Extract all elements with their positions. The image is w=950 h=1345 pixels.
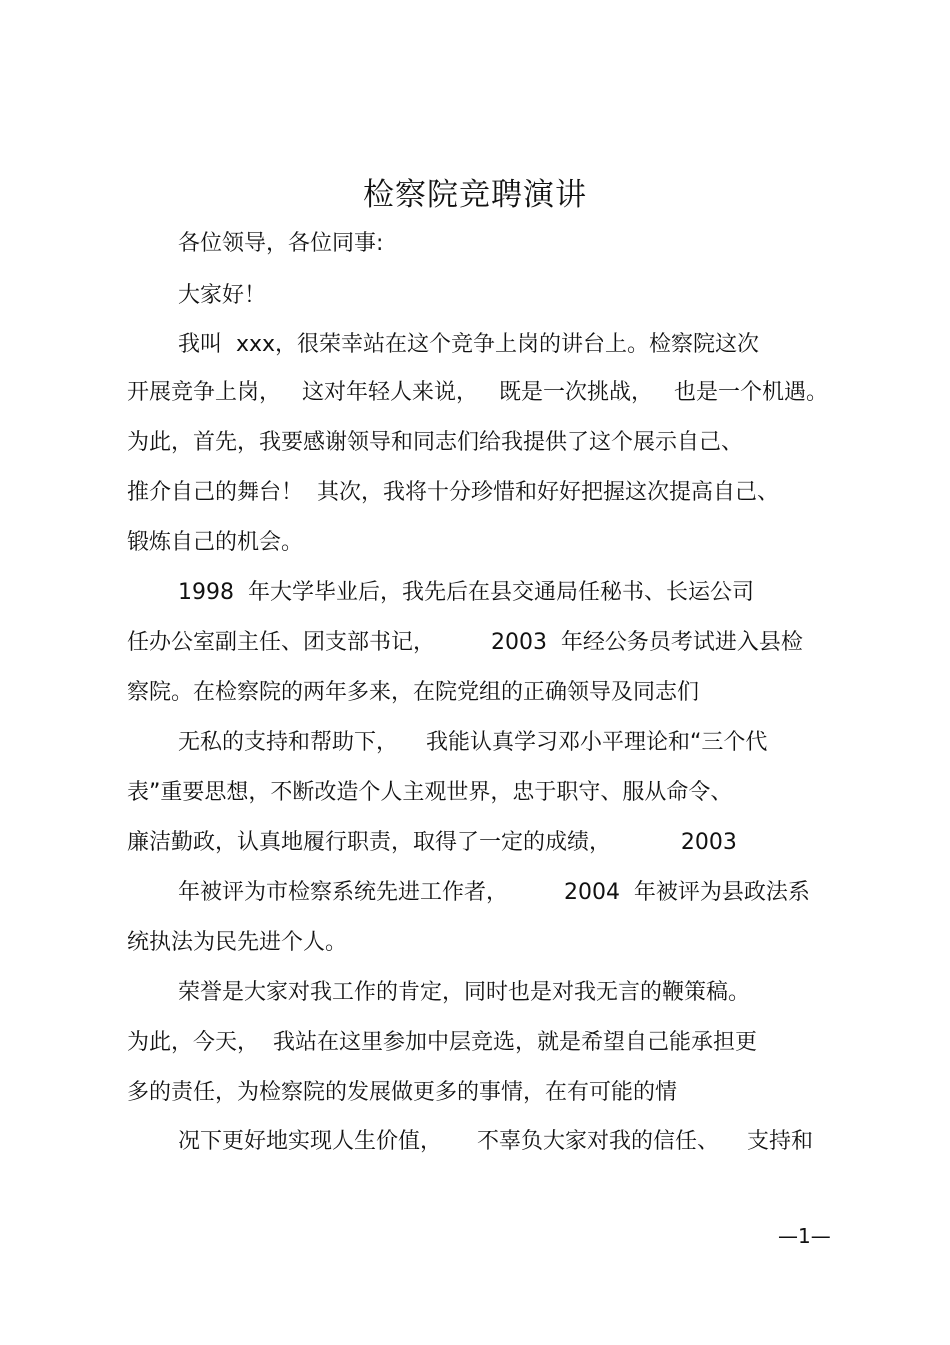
body-line: 1998 年大学毕业后，我先后在县交通局任秘书、长运公司 — [178, 580, 754, 605]
body-line: 统执法为民先进个人。 — [127, 930, 348, 955]
body-line: 为此，今天， 我站在这里参加中层竞选，就是希望自己能承担更 — [127, 1030, 757, 1055]
body-line: 廉洁勤政，认真地履行职责，取得了一定的成绩， 2003 — [127, 830, 737, 855]
body-line: 大家好！ — [178, 283, 267, 308]
body-line: 多的责任，为检察院的发展做更多的事情，在有可能的情 — [127, 1080, 678, 1105]
body-line: 各位领导，各位同事: — [178, 231, 384, 256]
body-line: 况下更好地实现人生价值， 不辜负大家对我的信任、 支持和 — [178, 1129, 813, 1154]
body-line: 察院。在检察院的两年多来，在院党组的正确领导及同志们 — [127, 680, 700, 705]
body-line: 荣誉是大家对我工作的肯定，同时也是对我无言的鞭策稿。 — [178, 980, 751, 1005]
document-title: 检察院竞聘演讲 — [363, 177, 587, 213]
body-line: 推介自己的舞台！ 其次，我将十分珍惜和好好把握这次提高自己、 — [127, 480, 779, 505]
body-line: 我叫 xxx，很荣幸站在这个竞争上岗的讲台上。检察院这次 — [178, 332, 760, 357]
body-line: 开展竞争上岗， 这对年轻人来说， 既是一次挑战， 也是一个机遇。 — [127, 380, 828, 405]
body-line: 为此，首先，我要感谢领导和同志们给我提供了这个展示自己、 — [127, 430, 744, 455]
page-number: —1— — [778, 1224, 831, 1248]
body-line: 任办公室副主任、团支部书记， 2003 年经公务员考试进入县检 — [127, 630, 803, 655]
body-line: 表”重要思想，不断改造个人主观世界，忠于职守、服从命令、 — [127, 780, 733, 805]
body-line: 锻炼自己的机会。 — [127, 530, 304, 555]
body-line: 年被评为市检察系统先进工作者， 2004 年被评为县政法系 — [178, 880, 810, 905]
body-line: 无私的支持和帮助下， 我能认真学习邓小平理论和“三个代 — [178, 730, 768, 755]
